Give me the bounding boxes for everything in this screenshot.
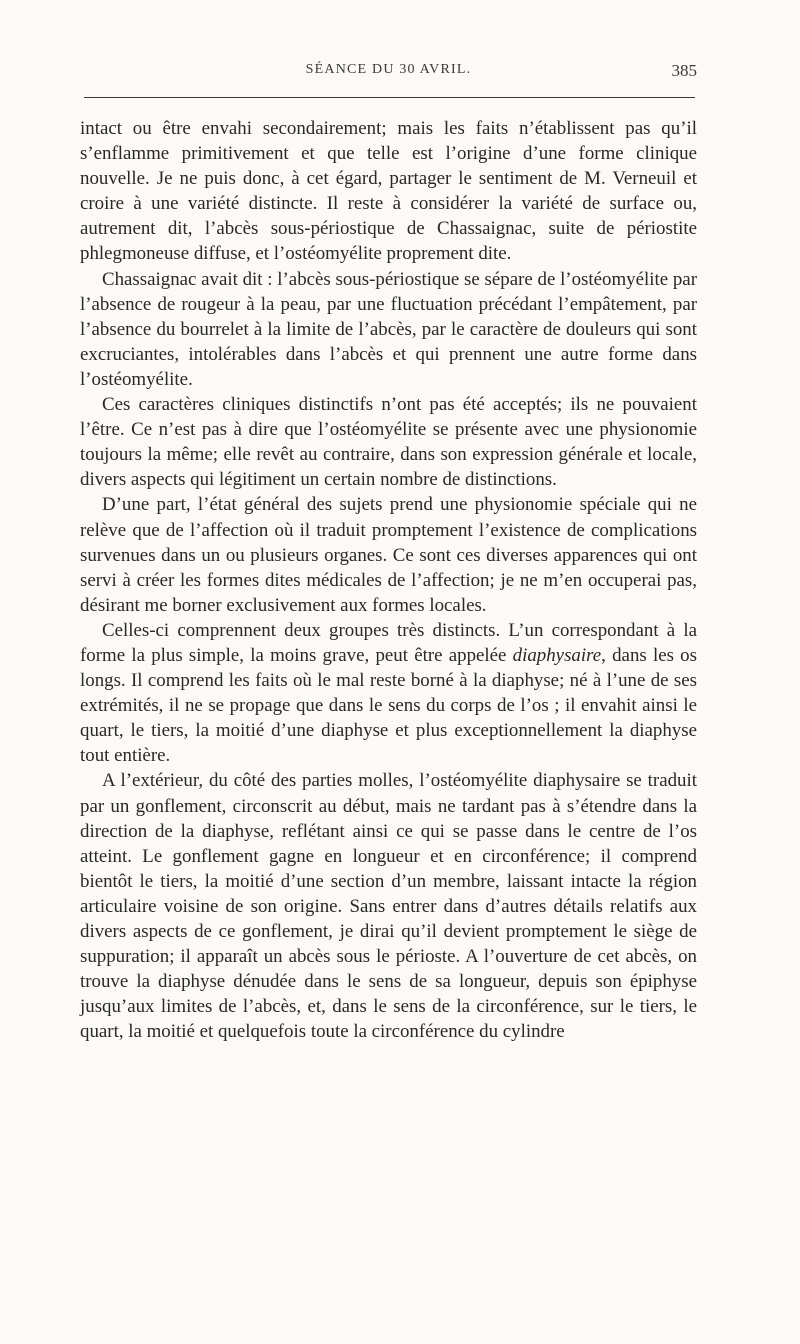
paragraph-caracteres-cliniques: Ces caractères cliniques distinctifs n’ont pas été acceptés; ils ne pouvaient l’être. Ce n’est pas à dire que l’ostéomyélite se présente avec une physionomie toujours la même; elle revêt au contraire, dans son expression générale et locale, divers aspects qui légitiment un certain nombre de distinctions. xyxy=(80,394,697,491)
paragraph-formes-locales-end: , dans les os longs. Il comprend les faits où le mal reste borné à la diaphyse; né à l’une de ses extrémités, il ne se propage que dans le sens du corps de l’os ; il envahit ainsi le quart, le tiers, la moitié d’une diaphyse et plus exceptionnellement la diaphyse tout entière. xyxy=(80,644,697,767)
running-title: SÉANCE DU 30 AVRIL. xyxy=(305,62,472,77)
paragraph-formes-locales xyxy=(80,618,697,769)
paragraph-chassaignac: Chassaignac avait dit : l’abcès sous-périostique se sépare de l’ostéomyélite par l’absence de rougeur à la peau, par une fluctuation précédant l’empâtement, par l’absence du bourrelet à la limite de l’abcès, par le caractère de douleurs qui sont excruciantes, intolérables dans l’abcès et qui prennent une autre forme dans l’ostéomyélite. xyxy=(80,268,697,390)
paragraph-continuation: intact ou être envahi secondairement; mais les faits n’établissent pas qu’il s’enflamme primitivement et que telle est l’origine d’une forme clinique nouvelle. Je ne puis donc, à cet égard, partager le sentiment de M. Verneuil et croire à une variété distincte. Il reste à considérer la variété de surface ou, autrement dit, l’abcès sous-périostique de Chassaignac, suite de périostite phlegmoneuse diffuse, et l’ostéomyélite proprement dite. xyxy=(80,118,697,265)
page-number: 385 xyxy=(671,61,697,80)
paragraph-exterieur: A l’extérieur, du côté des parties molles, l’ostéomyélite diaphysaire se traduit par un gonflement, circonscrit au début, mais ne tardant pas à s’étendre dans la direction de la diaphyse, reflétant ainsi ce qui se passe dans le centre de l’os atteint. Le gonflement gagne en longueur et en circonférence; il comprend bientôt le tiers, la moitié d’une section d’un membre, laissant intacte la région articulaire voisine de son origine. Sans entrer dans d’autres détails relatifs aux divers aspects de ce gonflement, je dirai qu’il devient promptement le siège de suppuration; il apparaît un abcès sous le périoste. A l’ouverture de cet abcès, on trouve la diaphyse dénudée dans le sens de sa longueur, depuis son épiphyse jusqu’aux limites de l’abcès, et, dans le sens de la circonférence, sur le tiers, le quart, la moitié et quelquefois toute la circonférence du cylindre xyxy=(80,770,697,1043)
italic-term-diaphysaire: diaphysaire xyxy=(512,644,602,666)
running-head xyxy=(80,62,697,86)
paragraph-formes-locales-start: Celles-ci comprennent deux groupes très distincts. L’un correspondant à la forme la plus simple, la moins grave, peut être appelée xyxy=(80,619,697,666)
paragraph-etat-general: D’une part, l’état général des sujets prend une physionomie spéciale qui ne relève que de l’affection où il traduit promptement l’existence de complications survenues dans un ou plusieurs organes. Ce sont ces diverses apparences qui ont servi à créer les formes dites médicales de l’affection; je ne m’en occuperai pas, désirant me borner exclusivement aux formes locales. xyxy=(80,494,697,616)
body-text xyxy=(80,116,697,1044)
header-rule xyxy=(84,97,695,98)
